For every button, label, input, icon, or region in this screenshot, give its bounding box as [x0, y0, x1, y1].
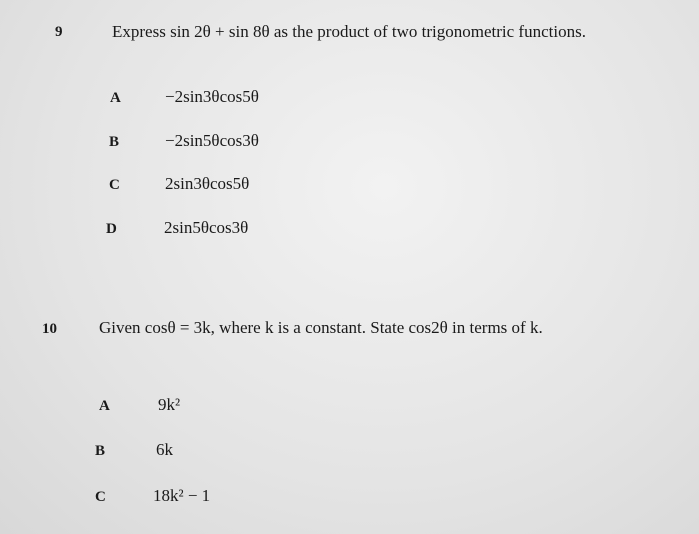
- question-9-number: 9: [55, 24, 63, 40]
- question-10-option-b-letter: B: [95, 443, 106, 459]
- question-9-option-d: 2sin5θcos3θ: [164, 218, 249, 237]
- question-10-prompt: Given cosθ = 3k, where k is a constant. State cos2θ in terms of k.: [99, 318, 543, 337]
- question-10-option-a-letter: A: [99, 398, 110, 414]
- question-9-option-c-letter: C: [109, 177, 120, 193]
- question-9-option-c: 2sin3θcos5θ: [165, 174, 250, 193]
- question-10-option-c-letter: C: [95, 489, 106, 505]
- question-9-option-d-letter: D: [106, 221, 117, 237]
- question-9-option-a: −2sin3θcos5θ: [165, 87, 259, 106]
- question-10-number: 10: [42, 321, 57, 337]
- question-10-option-c: 18k² − 1: [153, 486, 211, 505]
- question-9-option-b: −2sin5θcos3θ: [165, 131, 259, 150]
- question-10-option-a: 9k²: [158, 395, 181, 414]
- question-9-option-b-letter: B: [109, 134, 120, 150]
- question-9-prompt: Express sin 2θ + sin 8θ as the product of two trigonometric functions.: [112, 22, 586, 41]
- question-10-option-b: 6k: [156, 440, 173, 459]
- question-9-option-a-letter: A: [110, 90, 121, 106]
